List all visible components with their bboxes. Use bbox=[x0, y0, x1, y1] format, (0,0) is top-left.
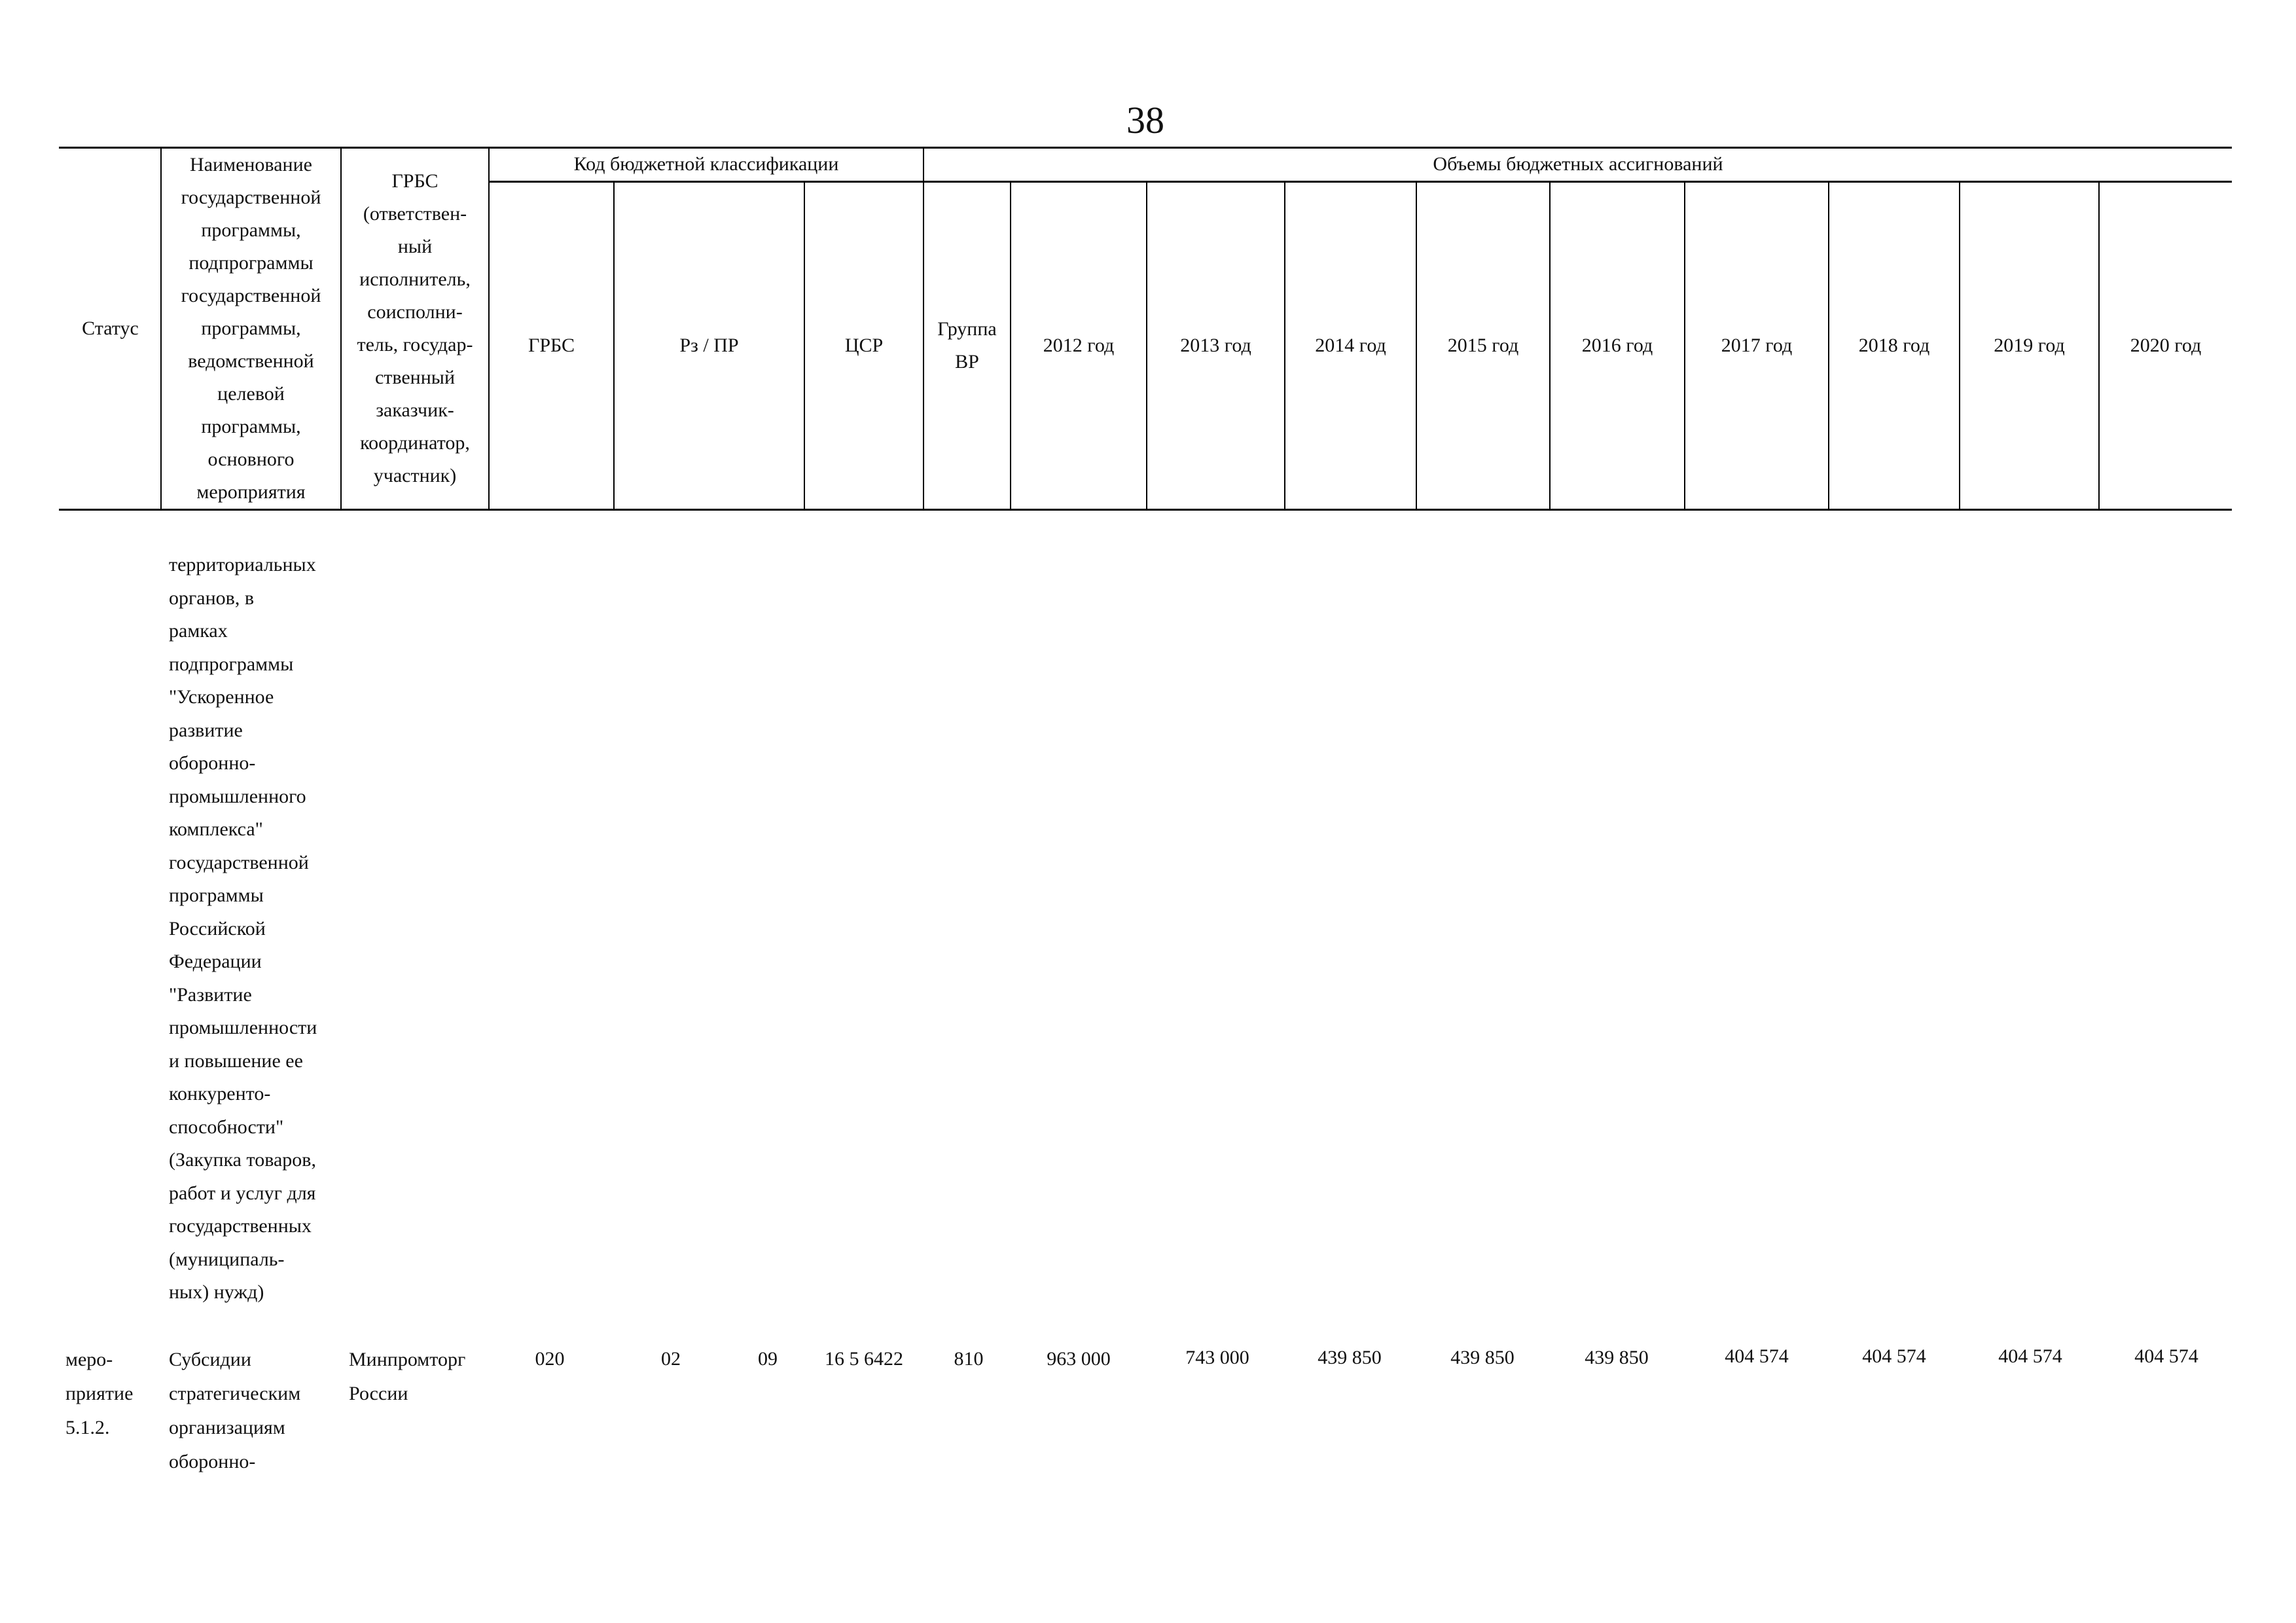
header-year: 2018 год bbox=[1858, 334, 1930, 356]
continued-description: территориальных органов, в рамках подпрограммы "Ускоренное развитие оборонно- промышленного комплекса" государственной программы Российской Федерации "Развитие промышленности и повышение ее конкуренто- способности" (Закупка товаров, работ и услуг для государственных (муниципаль- ных) нужд) bbox=[169, 554, 317, 1303]
row-vr: 810 bbox=[954, 1348, 984, 1370]
row-value: 439 850 bbox=[1450, 1347, 1515, 1368]
row-value: 439 850 bbox=[1318, 1347, 1382, 1368]
row-value: 404 574 bbox=[1998, 1345, 2062, 1367]
row-value: 439 850 bbox=[1585, 1347, 1649, 1368]
row-csr: 16 5 6422 bbox=[825, 1348, 903, 1370]
row-value: 963 000 bbox=[1047, 1348, 1111, 1370]
header-rz-pr: Рз / ПР bbox=[679, 334, 739, 356]
row-name: Субсидии стратегическим организациям оборонно- bbox=[169, 1349, 301, 1472]
page-number: 38 bbox=[1126, 99, 1164, 141]
row-value: 743 000 bbox=[1185, 1347, 1249, 1368]
header-status: Статус bbox=[82, 317, 139, 339]
row-grbs: 020 bbox=[535, 1348, 565, 1370]
row-rz: 02 bbox=[661, 1348, 681, 1370]
row-value: 404 574 bbox=[2134, 1345, 2198, 1367]
header-bottom-rule bbox=[59, 509, 2232, 511]
header-grbs-executor: ГРБС (ответствен- ный исполнитель, соисполни- тель, государ- ственный заказчик- координатор, участник) bbox=[357, 170, 473, 486]
header-year: 2015 год bbox=[1447, 334, 1519, 356]
header-csr: ЦСР bbox=[844, 334, 884, 356]
row-pr: 09 bbox=[758, 1348, 778, 1370]
header-budget-code-group: Код бюджетной классификации bbox=[573, 153, 839, 175]
row-value: 404 574 bbox=[1862, 1345, 1926, 1367]
header-year: 2014 год bbox=[1315, 334, 1386, 356]
row-status: меро- приятие 5.1.2. bbox=[65, 1349, 134, 1438]
row-value: 404 574 bbox=[1725, 1345, 1789, 1367]
header-year: 2017 год bbox=[1721, 334, 1793, 356]
header-program-name: Наименование государственной программы, подпрограммы государственной программы, ведомственной целевой программы, основного мероприятия bbox=[181, 153, 321, 503]
header-year: 2012 год bbox=[1043, 334, 1115, 356]
header-vr-group: Группа ВР bbox=[937, 318, 997, 373]
header-year: 2013 год bbox=[1180, 334, 1251, 356]
header-year: 2019 год bbox=[1994, 334, 2065, 356]
header-year: 2016 год bbox=[1581, 334, 1653, 356]
row-executor: Минпромторг России bbox=[349, 1349, 466, 1404]
header-allocations-group: Объемы бюджетных ассигнований bbox=[1433, 153, 1723, 175]
header-grbs: ГРБС bbox=[528, 334, 575, 356]
header-year: 2020 год bbox=[2130, 334, 2202, 356]
